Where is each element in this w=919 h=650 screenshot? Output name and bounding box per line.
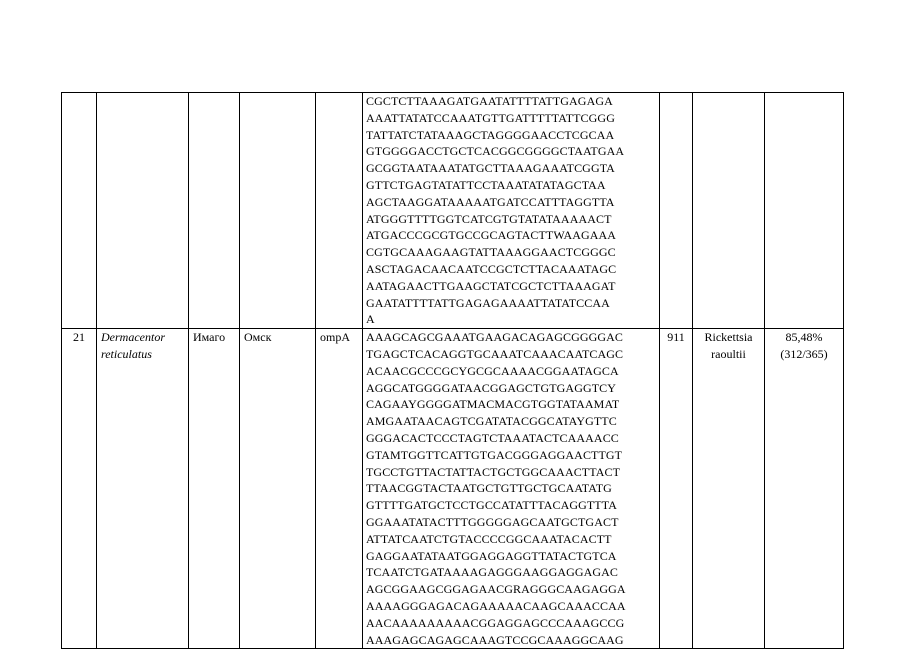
closest-organism: Rickettsia raoultii (693, 329, 765, 649)
life-stage (189, 93, 240, 329)
table-row (62, 329, 844, 649)
sequence-length (660, 93, 693, 329)
sequence-table (61, 92, 844, 649)
species-name: Dermacentor reticulatus (97, 329, 189, 649)
life-stage: Имаго (189, 329, 240, 649)
location: Омск (240, 329, 316, 649)
row-number: 21 (62, 329, 97, 649)
location (240, 93, 316, 329)
closest-organism (693, 93, 765, 329)
gene-name: ompA (316, 329, 363, 649)
identity-percent: 85,48% (312/365) (765, 329, 844, 649)
identity-percent (765, 93, 844, 329)
table-row (62, 93, 844, 329)
sequence-length: 911 (660, 329, 693, 649)
row-number (62, 93, 97, 329)
nucleotide-sequence: AAAGCAGCGAAATGAAGACAGAGCGGGGAC TGAGCTCACAGGTGCAAATCAAACAATCAGC ACAACGCCCGCYGCGCAAAACGGAATAGCA AGGCATGGGGATAACGGAGCTGTGAGGTCY CAGAAYGGGGATMACMACGTGGTATAAMAT AMGAATAACAGTCGATATACGGCATAYGTTC GGGACACTCCCTAGTCTAAATACTCAAAACC GTAMTGGTTCATTGTGACGGGAGGAACTTGT TGCCTGTTACTATTACTGCTGGCAAACTTACT TTAACGGTACTAATGCTGTTGCTGCAATATG GTTTTGATGCTCCTGCCATATTTACAGGTTTA GGAAATATACTTTGGGGGAGCAATGCTGACT ATTATCAATCTGTACCCCGGCAAATACACTT GAGGAATATAATGGAGGAGGTTATACTGTCA TCAATCTGATAAAAGAGGGAAGGAGGAGAC AGCGGAAGCGGAGAACGRAGGGCAAGAGGA AAAAGGGAGACAGAAAAACAAGCAAACCAA AACAAAAAAAAACGGAGGAGCCCAAAGCCG AAAGAGCAGAGCAAAGTCCGCAAAGGCAAG (363, 329, 660, 649)
gene-name (316, 93, 363, 329)
species-name (97, 93, 189, 329)
nucleotide-sequence: CGCTCTTAAAGATGAATATTTTATTGAGAGA AAATTATATCCAAATGTTGATTTTTATTCGGG TATTATCTATAAAGCTAGGGGAACCTCGCAA GTGGGGACCTGCTCACGGCGGGGCTAATGAA GCGGTAATAAATATGCTTAAAGAAATCGGTA GTTCTGAGTATATTCCTAAATATATAGCTAA AGCTAAGGATAAAAATGATCCATTTAGGTTA ATGGGTTTTGGTCATCGTGTATATAAAAACT ATGACCCGCGTGCCGCAGTACTTWAAGAAA CGTGCAAAGAAGTATTAAAGGAACTCGGGC ASCTAGACAACAATCCGCTCTTACAAATAGC AATAGAACTTGAAGCTATCGCTCTTAAAGAT GAATATTTTATTGAGAGAAAATTATATCCAA A (363, 93, 660, 329)
